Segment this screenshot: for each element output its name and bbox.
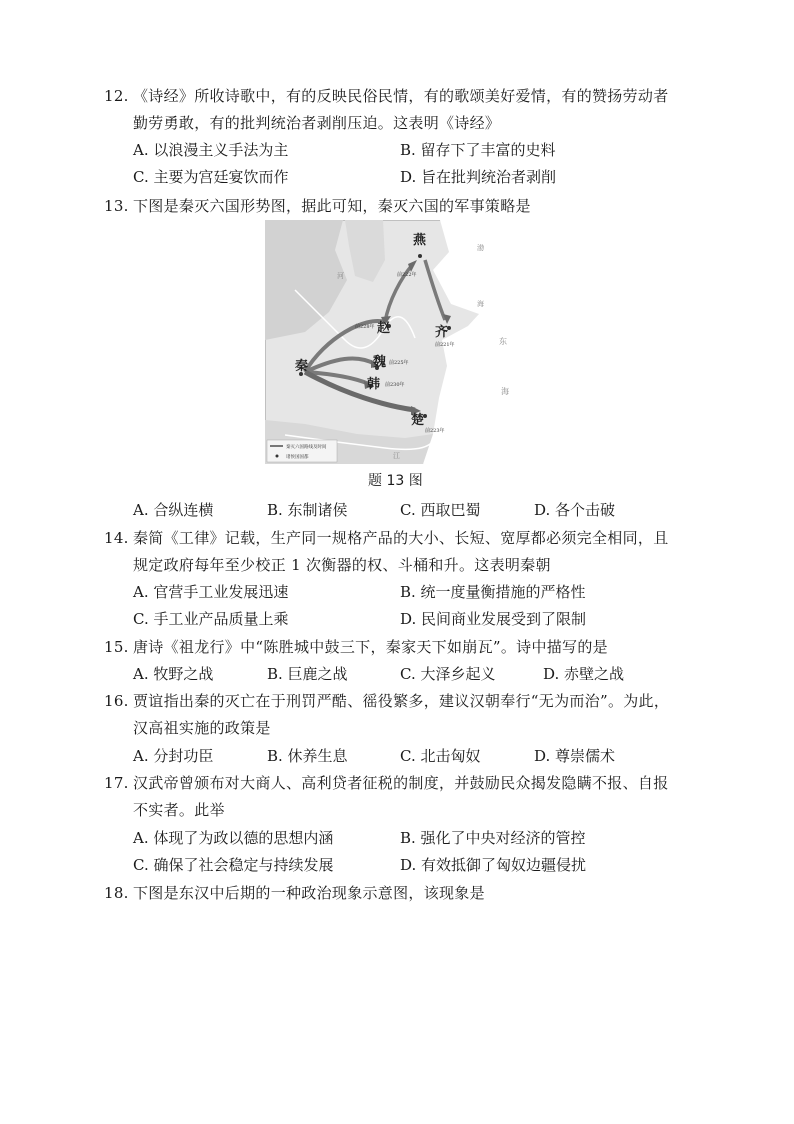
option-a[interactable]: A. 分封功臣 bbox=[133, 747, 214, 765]
question-text: 唐诗《祖龙行》中“陈胜城中鼓三下，秦家天下如崩瓦”。诗中描写的是 bbox=[133, 638, 608, 656]
question-18 bbox=[104, 880, 704, 907]
option-c[interactable]: C. 西取巴蜀 bbox=[400, 501, 481, 519]
state-qin: 秦 bbox=[295, 359, 309, 374]
option-b[interactable]: B. 巨鹿之战 bbox=[267, 665, 348, 683]
question-number: 17. bbox=[104, 774, 129, 792]
question-number: 12. bbox=[104, 87, 129, 105]
question-text bbox=[133, 688, 704, 742]
option-b[interactable]: B. 休养生息 bbox=[267, 747, 348, 765]
capital-yan-marker bbox=[418, 254, 422, 258]
question-text: 下图是秦灭六国形势图，据此可知，秦灭六国的军事策略是 bbox=[133, 197, 531, 215]
question-line: 汉高祖实施的政策是 bbox=[133, 719, 271, 737]
figure-caption: 题 13 图 bbox=[368, 473, 423, 489]
question-line: 勤劳勇敢，有的批判统治者剥削压迫。这表明《诗经》 bbox=[133, 114, 501, 132]
question-number: 13. bbox=[104, 197, 129, 215]
question-16 bbox=[104, 688, 704, 742]
option-b[interactable]: B. 东制诸侯 bbox=[267, 501, 348, 519]
question-number: 14. bbox=[104, 529, 129, 547]
question-line: 规定政府每年至少校正 1 次衡器的权、斗桶和升。这表明秦朝 bbox=[133, 556, 551, 574]
question-line: 秦简《工律》记载，生产同一规格产品的大小、长短、宽厚都必须完全相同，且 bbox=[133, 529, 669, 547]
question-number: 15. bbox=[104, 638, 129, 656]
date-wei: 前225年 bbox=[389, 360, 409, 366]
option-a[interactable]: A. 体现了为政以德的思想内涵 bbox=[133, 829, 334, 847]
question-number: 16. bbox=[104, 692, 129, 710]
question-12 bbox=[104, 83, 704, 137]
option-d[interactable]: D. 民间商业发展受到了限制 bbox=[400, 610, 587, 628]
option-a[interactable]: A. 以浪漫主义手法为主 bbox=[133, 141, 289, 159]
legend-capital: 诸侯国国都 bbox=[286, 455, 309, 460]
state-zhao: 赵 bbox=[377, 321, 391, 336]
question-number: 18. bbox=[104, 884, 129, 902]
question-text bbox=[133, 525, 704, 579]
option-b[interactable]: B. 统一度量衡措施的严格性 bbox=[400, 583, 586, 601]
option-d[interactable]: D. 旨在批判统治者剥削 bbox=[400, 168, 557, 186]
geo-label-jiang: 江 bbox=[393, 452, 400, 460]
date-chu: 前223年 bbox=[425, 428, 445, 434]
question-line: 《诗经》所收诗歌中，有的反映民俗民情，有的歌颂美好爱情，有的赞扬劳动者 bbox=[133, 87, 669, 105]
question-15 bbox=[104, 634, 704, 661]
legend-route: 秦灭六国路线及时间 bbox=[286, 445, 327, 450]
geo-label-dong: 东 bbox=[499, 337, 507, 346]
state-yan: 燕 bbox=[413, 233, 427, 248]
option-b[interactable]: B. 留存下了丰富的史料 bbox=[400, 141, 556, 159]
question-text bbox=[133, 83, 704, 137]
date-yan: 前222年 bbox=[397, 272, 417, 278]
question-line: 不实者。此举 bbox=[133, 801, 225, 819]
date-zhao: 前228年 bbox=[355, 324, 375, 330]
option-c[interactable]: C. 大泽乡起义 bbox=[400, 665, 496, 683]
state-wei: 魏 bbox=[373, 355, 387, 370]
date-qi: 前221年 bbox=[435, 342, 455, 348]
question-text: 下图是东汉中后期的一种政治现象示意图，该现象是 bbox=[133, 884, 485, 902]
question-line: 贾谊指出秦的灭亡在于刑罚严酷、徭役繁多，建议汉朝奉行“无为而治”。为此， bbox=[133, 692, 670, 710]
question-17 bbox=[104, 770, 704, 824]
option-a[interactable]: A. 官营手工业发展迅速 bbox=[133, 583, 289, 601]
qin-unification-map bbox=[265, 220, 527, 464]
option-d[interactable]: D. 各个击破 bbox=[534, 501, 616, 519]
geo-label-bo: 渤 bbox=[477, 244, 484, 252]
state-han: 韩 bbox=[367, 377, 381, 392]
question-line: 汉武帝曾颁布对大商人、高利贷者征税的制度，并鼓励民众揭发隐瞒不报、自报 bbox=[133, 774, 669, 792]
date-han: 前230年 bbox=[385, 382, 405, 388]
geo-label-he: 河 bbox=[337, 272, 344, 280]
state-qi: 齐 bbox=[435, 325, 449, 340]
option-d[interactable]: D. 尊崇儒术 bbox=[534, 747, 616, 765]
option-c[interactable]: C. 北击匈奴 bbox=[400, 747, 481, 765]
option-c[interactable]: C. 手工业产品质量上乘 bbox=[133, 610, 289, 628]
geo-label-hai: 海 bbox=[477, 300, 484, 308]
option-a[interactable]: A. 牧野之战 bbox=[133, 665, 214, 683]
question-text bbox=[133, 770, 704, 824]
option-d[interactable]: D. 赤壁之战 bbox=[543, 665, 625, 683]
option-c[interactable]: C. 确保了社会稳定与持续发展 bbox=[133, 856, 334, 874]
state-chu: 楚 bbox=[411, 413, 425, 428]
question-13 bbox=[104, 193, 704, 220]
geo-label-hai-east: 海 bbox=[501, 387, 509, 396]
option-c[interactable]: C. 主要为宫廷宴饮而作 bbox=[133, 168, 289, 186]
option-a[interactable]: A. 合纵连横 bbox=[133, 501, 214, 519]
question-14 bbox=[104, 525, 704, 579]
option-d[interactable]: D. 有效抵御了匈奴边疆侵扰 bbox=[400, 856, 587, 874]
option-b[interactable]: B. 强化了中央对经济的管控 bbox=[400, 829, 586, 847]
